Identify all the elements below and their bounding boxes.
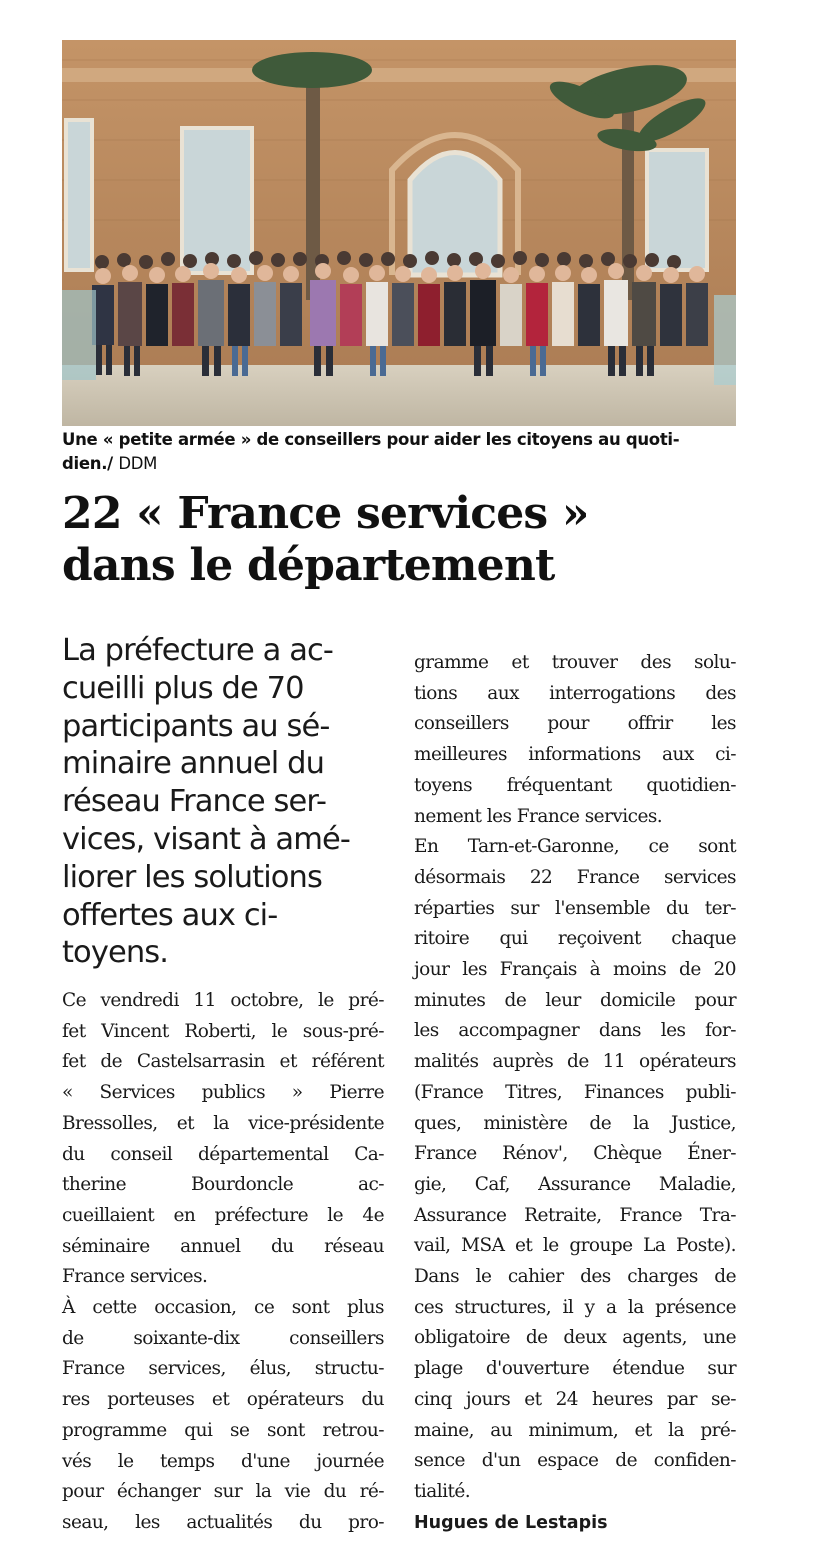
article-headline — [62, 488, 762, 592]
body-line: pour échanger sur la vie du ré- — [62, 1481, 384, 1503]
lead-line: La préfecture a ac- — [62, 633, 334, 668]
body-line: seau, les actualités du pro- — [62, 1511, 384, 1533]
body-line: programme qui se sont retrou- — [62, 1419, 384, 1441]
body-line: maine, au minimum, et la pré- — [414, 1419, 736, 1441]
body-line: les accompagner dans les for- — [414, 1020, 736, 1042]
group-photo-illustration — [62, 40, 736, 426]
body-line: (France Titres, Finances publi- — [414, 1081, 736, 1103]
body-line: tions aux interrogations des — [414, 682, 736, 704]
headline-line-1: 22 « France services » — [62, 488, 589, 539]
body-line: toyens fréquentant quotidien- — [414, 774, 736, 796]
body-line: conseillers pour offrir les — [414, 713, 736, 735]
body-line: vés le temps d'une journée — [62, 1450, 384, 1472]
lead-line: minaire annuel du — [62, 746, 325, 782]
body-line: France Rénov', Chèque Éner- — [414, 1143, 736, 1165]
author-signature: Hugues de Lestapis — [414, 1512, 608, 1533]
body-line: Bressolles, et la vice-présidente — [62, 1112, 384, 1134]
body-line: cinq jours et 24 heures par se- — [414, 1388, 736, 1410]
lead-line: cueilli plus de 70 — [62, 670, 304, 706]
article-body-column-1 — [62, 986, 384, 1539]
body-line: malités auprès de 11 opérateurs — [414, 1051, 736, 1073]
body-line: fet de Castelsarrasin et référent — [62, 1051, 384, 1073]
headline-line-2: dans le département — [62, 540, 555, 591]
lead-line: réseau France ser- — [62, 784, 327, 820]
body-line: Assurance Retraite, France Tra- — [414, 1204, 736, 1226]
body-line: cueillaient en préfecture le 4e — [62, 1204, 384, 1226]
body-line: Ce vendredi 11 octobre, le pré- — [62, 990, 384, 1011]
body-line: du conseil départemental Ca- — [62, 1143, 384, 1165]
body-line: France services. — [62, 1266, 208, 1288]
body-line: plage d'ouverture étendue sur — [414, 1358, 736, 1380]
body-line: de soixante-dix conseillers — [62, 1327, 384, 1349]
body-line: obligatoire de deux agents, une — [414, 1327, 736, 1349]
body-line: meilleures informations aux ci- — [414, 744, 736, 766]
photo-credit: DDM — [118, 454, 158, 473]
body-line: En Tarn-et-Garonne, ce sont — [414, 836, 736, 858]
body-line: gie, Caf, Assurance Maladie, — [414, 1173, 736, 1195]
body-line: ques, ministère de la Justice, — [414, 1112, 736, 1134]
lead-line: participants au sé- — [62, 708, 330, 744]
body-line: fet Vincent Roberti, le sous-pré- — [62, 1020, 384, 1042]
lead-line: liorer les solutions — [62, 859, 322, 895]
body-line: minutes de leur domicile pour — [414, 989, 736, 1011]
body-line: ces structures, il y a la présence — [414, 1296, 736, 1318]
lead-line: toyens. — [62, 935, 169, 971]
body-line: À cette occasion, ce sont plus — [62, 1297, 384, 1319]
article-lead — [62, 632, 392, 972]
body-line: réparties sur l'ensemble du ter- — [414, 897, 736, 919]
lead-line: offertes aux ci- — [62, 897, 278, 933]
caption-text-2: dien./ — [62, 454, 113, 473]
lead-line: vices, visant à amé- — [62, 821, 350, 857]
body-line: séminaire annuel du réseau — [62, 1235, 384, 1257]
body-line: Dans le cahier des charges de — [414, 1266, 736, 1288]
body-line: ritoire qui reçoivent chaque — [414, 928, 736, 950]
body-line: sence d'un espace de confiden- — [414, 1450, 736, 1472]
article-body-column-2 — [414, 648, 736, 1538]
caption-text: Une « petite armée » de conseillers pour aider les citoyens au quoti- — [62, 430, 680, 449]
photo-caption — [62, 428, 738, 476]
body-line: therine Bourdoncle ac- — [62, 1174, 384, 1196]
body-line: jour les Français à moins de 20 — [414, 959, 736, 981]
body-line: désormais 22 France services — [414, 866, 736, 888]
body-line: gramme et trouver des solu- — [414, 652, 736, 673]
body-line: nement les France services. — [414, 805, 663, 827]
article-photo — [62, 40, 736, 426]
body-line: « Services publics » Pierre — [62, 1082, 384, 1104]
body-line: tialité. — [414, 1480, 471, 1502]
body-line: France services, élus, structu- — [62, 1358, 384, 1380]
body-line: vail, MSA et le groupe La Poste). — [414, 1235, 736, 1257]
body-line: res porteuses et opérateurs du — [62, 1389, 384, 1411]
